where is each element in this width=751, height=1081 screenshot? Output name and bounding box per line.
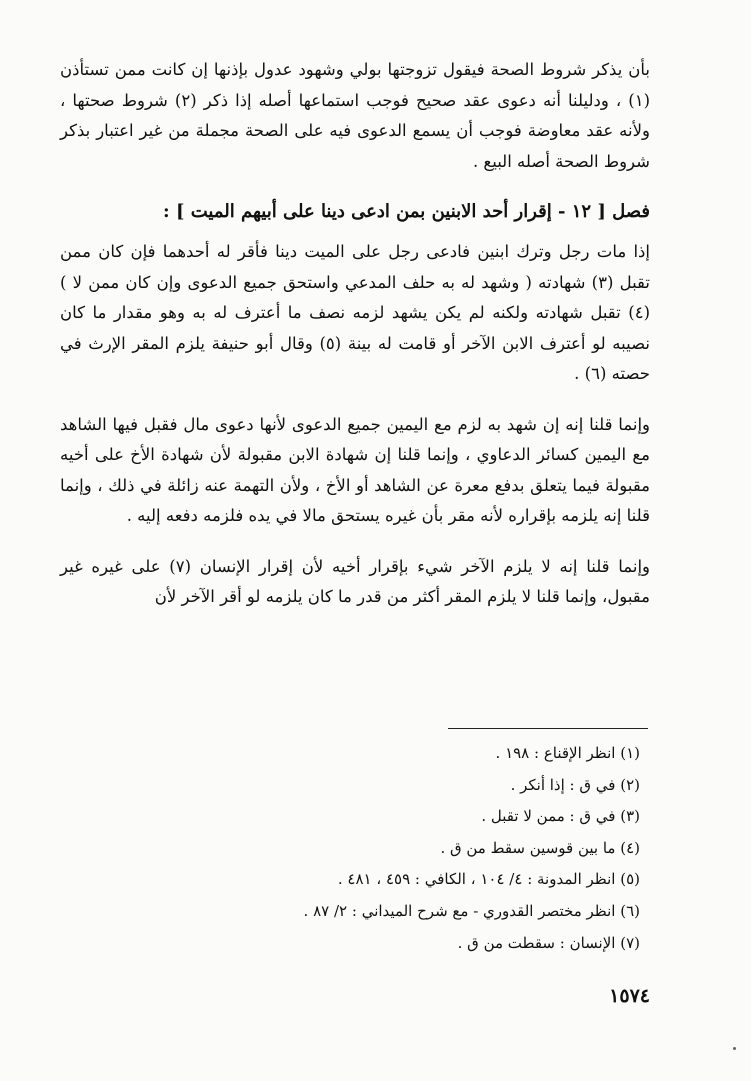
section-heading: فصل [ ١٢ - إقرار أحد الابنين بمن ادعى دينا على أبيهم الميت ] : <box>163 201 650 222</box>
footnote: (١) انظر الإقناع : ١٩٨ . <box>495 744 640 762</box>
paragraph-1: بأن يذكر شروط الصحة فيقول تزوجتها بولي وشهود عدول بإذنها إن كانت ممن تستأذن (١) ، ودليلنا أنه دعوى عقد صحيح فوجب استماعها أصله إذا ذكر (٢) شروط صحتها ، ولأنه عقد معاوضة فوجب أن يسمع الدعوى فيه على الصحة مجملة من غير اعتبار بذكر شروط الصحة أصله البيع . <box>60 60 650 171</box>
scan-speck <box>733 1047 736 1050</box>
page-number: ١٥٧٤ <box>609 985 650 1007</box>
footnote: (٣) في ق : ممن لا تقبل . <box>481 807 640 826</box>
footnote: (٧) الإنسان : سقطت من ق . <box>457 933 640 952</box>
main-text <box>60 55 650 613</box>
paragraph-4: وإنما قلنا إنه لا يلزم الآخر شيء بإقرار أخيه لأن إقرار الإنسان (٧) على غيره غير مقبول، وإنما قلنا لا يلزم المقر أكثر من قدر ما كان يلزمه لو أقر الآخر لأن <box>60 556 650 606</box>
footnote: (٥) انظر المدونة : ٤/ ١٠٤ ، الكافي : ٤٥٩ ، ٤٨١ . <box>337 870 640 889</box>
footnote: (٤) ما بين قوسين سقط من ق . <box>440 838 640 857</box>
footnotes <box>60 738 640 959</box>
paragraph-3: وإنما قلنا إنه إن شهد به لزم مع اليمين جميع الدعوى لأنها دعوى مال فقبل فيها الشاهد مع اليمين كسائر الدعاوي ، وإنما قلنا إن شهادة الابن مقبولة لأن شهادة الأخ على أخيه مقبولة فيما يتعلق بدفع معرة عن الشاهد أو الأخ ، ولأن التهمة عنه زائلة في ذلك ، وإنما قلنا إنه يلزمه بإقراره لأنه مقر بأن غيره يستحق مالا في يده فلزمه دفعه إليه . <box>60 414 650 525</box>
footnote-divider <box>448 728 648 729</box>
footnote: (٢) في ق : إذا أنكر . <box>510 775 640 794</box>
paragraph-2: إذا مات رجل وترك ابنين فادعى رجل على الميت دينا فأقر له أحدهما فإن كان ممن تقبل (٣) شهادته ( وشهد له به حلف المدعي واستحق جميع الدعوى وإن كان ممن لا ) (٤) تقبل شهادته ولكنه لم يكن يشهد لزمه نصف ما أعترف له به وهو مقدار ما كان نصيبه لو أعترف الابن الآخر أو قامت له بينة (٥) وقال أبو حنيفة يلزم المقر الإرث في حصته (٦) . <box>60 242 650 383</box>
footnote: (٦) انظر مختصر القدوري - مع شرح الميداني : ٢/ ٨٧ . <box>303 901 640 920</box>
